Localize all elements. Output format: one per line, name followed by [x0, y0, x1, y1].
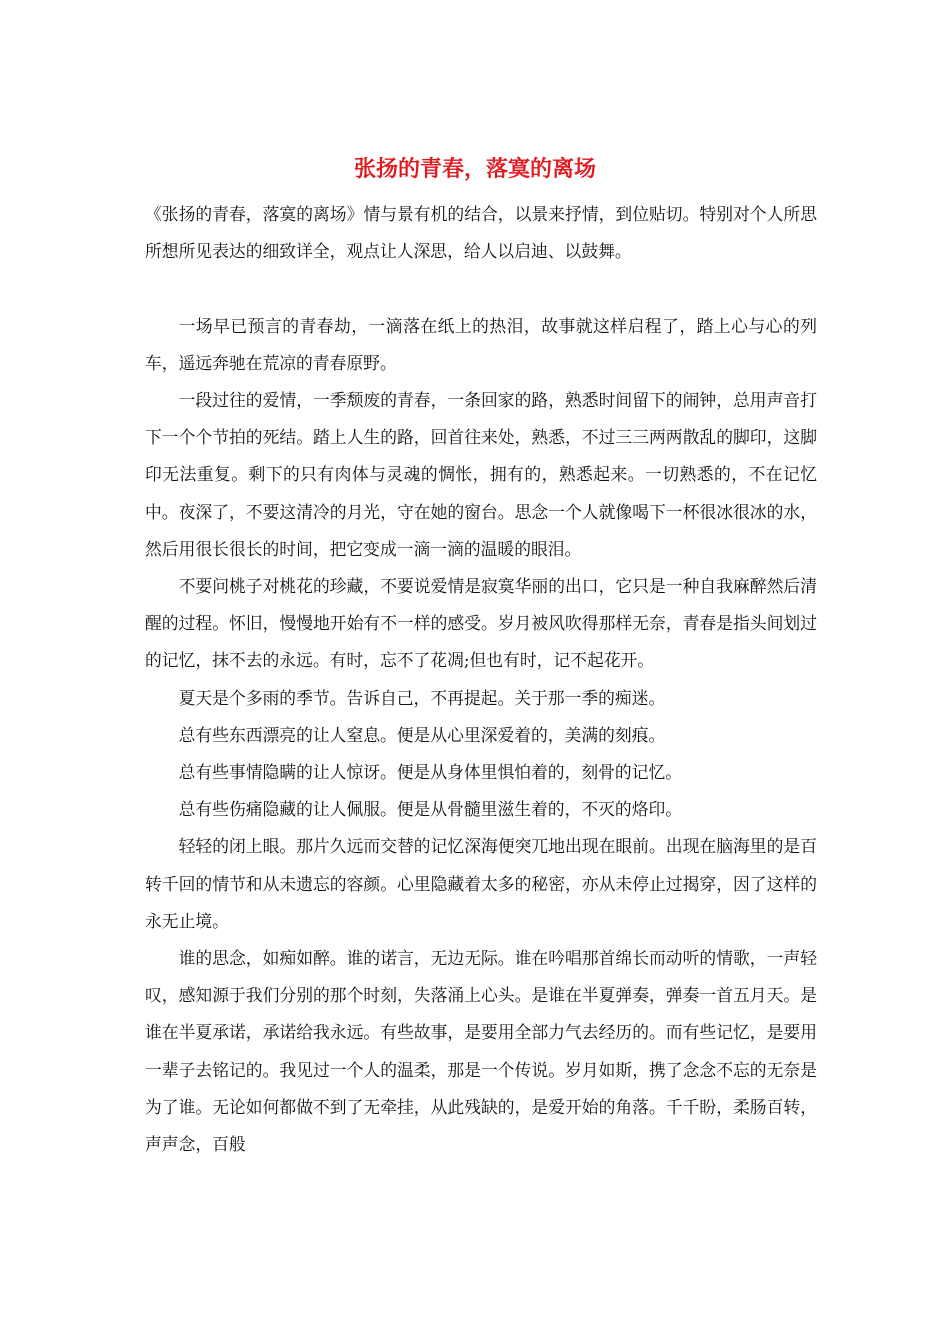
- body-paragraph-6: 总有些事情隐瞒的让人惊讶。便是从身体里惧怕着的，刻骨的记忆。: [178, 762, 683, 783]
- body-paragraph-3: 不要问桃子对桃花的珍藏，不要说爱情是寂寞华丽的出口，它只是一种自我麻醉然后清醒的过程。怀旧，慢慢地开始有不一样的感受。岁月被风吹得那样无奈，青春是指头间划过的记忆，抹不去的永远。有时，忘不了花凋;但也有时，记不起花开。: [145, 576, 817, 671]
- body-paragraph-9: 谁的思念，如痴如醉。谁的诺言，无边无际。谁在吟唱那首绵长而动听的情歌，一声轻叹，感知源于我们分别的那个时刻，失落涌上心头。是谁在半夏弹奏，弹奏一首五月天。是谁在半夏承诺，承诺给我永远。有些故事，是要用全部力气去经历的。而有些记忆，是要用一辈子去铭记的。我见过一个人的温柔，那是一个传说。岁月如斯，携了念念不忘的无奈是为了谁。无论如何都做不到了无牵挂，从此残缺的，是爱开始的角落。千千盼，柔肠百转，声声念，百般: [145, 948, 817, 1155]
- paragraph-spacer: [145, 270, 817, 307]
- body-paragraph-4: 夏天是个多雨的季节。告诉自己，不再提起。关于那一季的痴迷。: [178, 687, 666, 708]
- body-paragraph-5: 总有些东西漂亮的让人窒息。便是从心里深爱着的，美满的刻痕。: [178, 724, 666, 745]
- intro-paragraph: 《张扬的青春，落寞的离场》情与景有机的结合，以景来抒情，到位贴切。特别对个人所思所想所见表达的细致详全，观点让人深思，给人以启迪、以鼓舞。: [145, 204, 817, 262]
- body-paragraph-2: 一段过往的爱情，一季颓废的青春，一条回家的路，熟悉时间留下的闹钟，总用声音打下一个个节拍的死结。踏上人生的路，回首往来处，熟悉，不过三三两两散乱的脚印，这脚印无法重复。剩下的只有肉体与灵魂的惆怅，拥有的，熟悉起来。一切熟悉的，不在记忆中。夜深了，不要这清冷的月光，守在她的窗台。思念一个人就像喝下一杯很冰很冰的水，然后用很长很长的时间，把它变成一滴一滴的温暖的眼泪。: [145, 390, 817, 559]
- document-title: 张扬的青春，落寞的离场: [353, 157, 596, 182]
- body-paragraph-1: 一场早已预言的青春劫，一滴落在纸上的热泪，故事就这样启程了，踏上心与心的列车，遥远奔驰在荒凉的青春原野。: [145, 315, 817, 373]
- body-paragraph-8: 轻轻的闭上眼。那片久远而交替的记忆深海便突兀地出现在眼前。出现在脑海里的是百转千回的情节和从未遗忘的容颜。心里隐藏着太多的秘密，亦从未停止过揭穿，因了这样的永无止境。: [145, 836, 817, 931]
- body-paragraph-7: 总有些伤痛隐藏的让人佩服。便是从骨髓里滋生着的，不灭的烙印。: [178, 799, 683, 820]
- document-body: [145, 196, 817, 1163]
